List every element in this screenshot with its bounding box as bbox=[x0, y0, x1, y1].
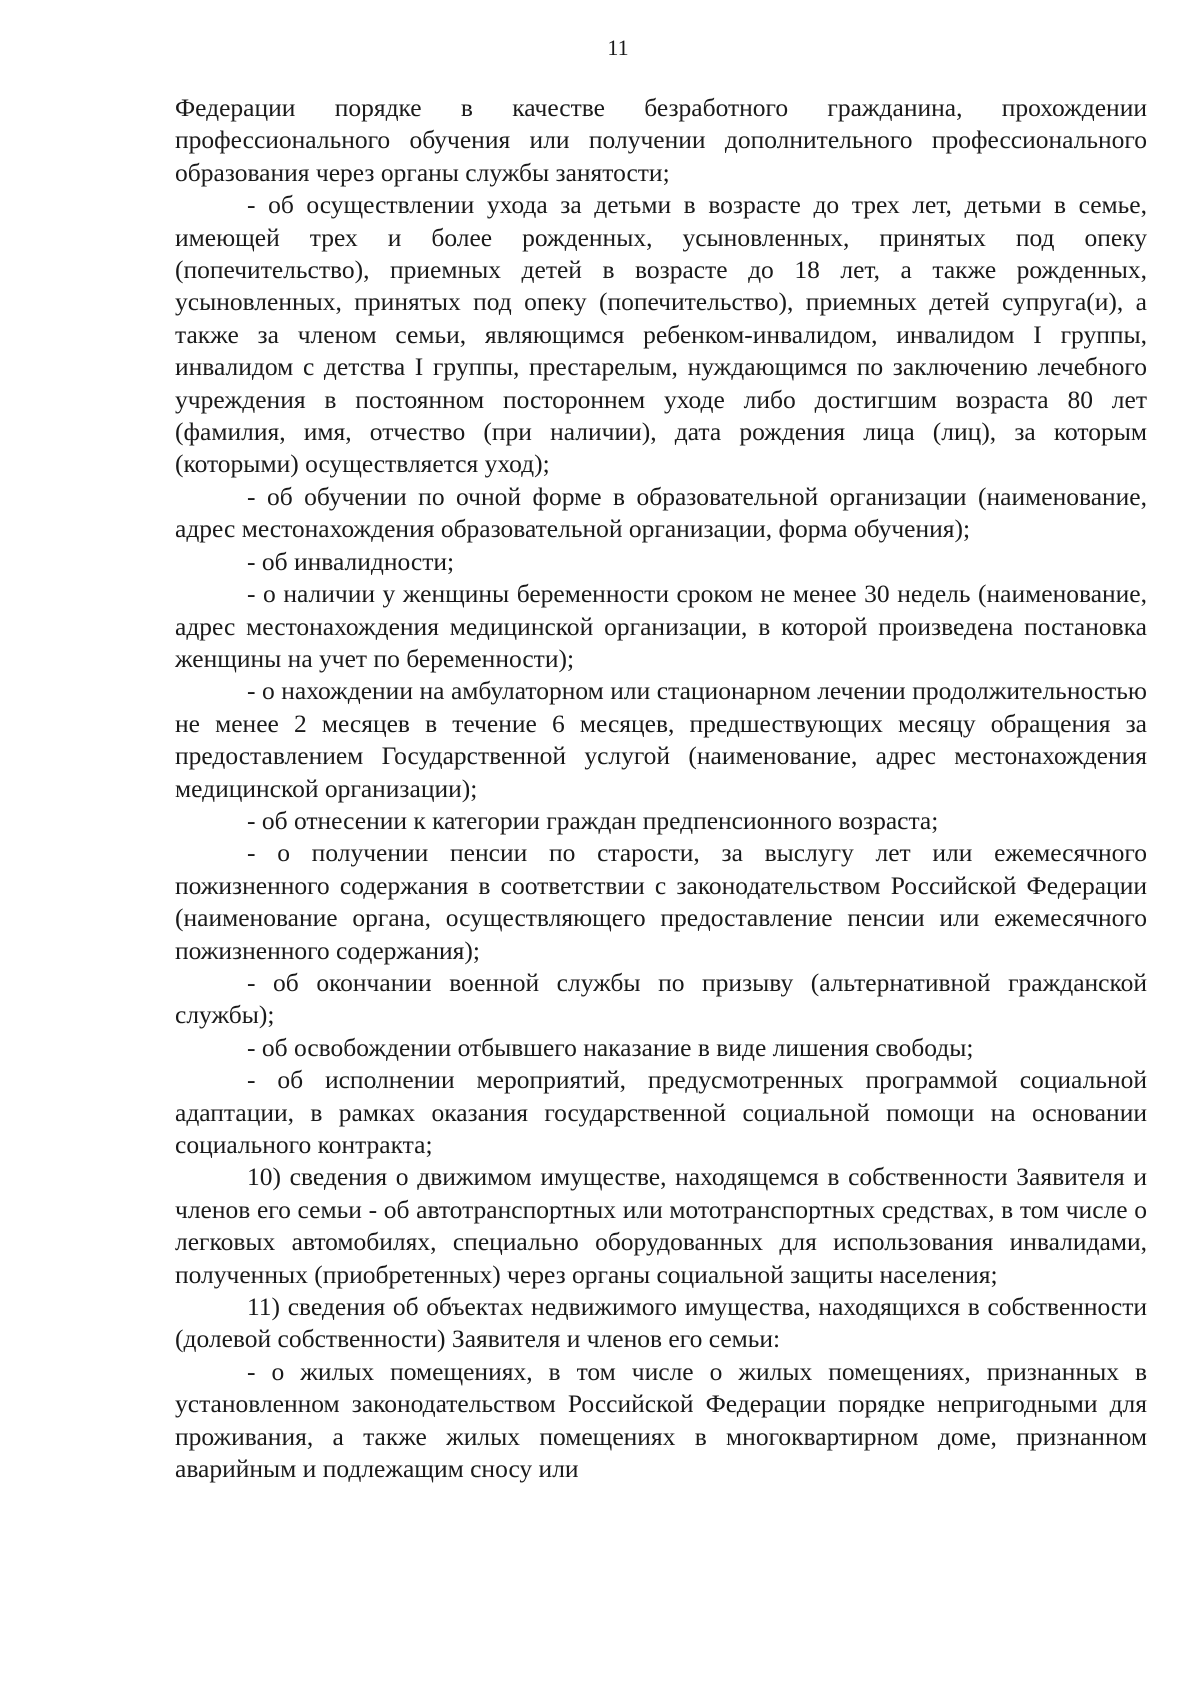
paragraph-social-contract: - об исполнении мероприятий, предусмотренных программой социальной адаптации, в рамках оказания государственной социальной помощи на основании социального контракта; bbox=[175, 1065, 1147, 1159]
paragraph-pre-retirement: - об отнесении к категории граждан предпенсионного возраста; bbox=[247, 805, 939, 835]
page-number: 11 bbox=[607, 35, 629, 60]
paragraph-military-service: - об окончании военной службы по призыву (альтернативной гражданской службы); bbox=[175, 967, 1147, 1030]
paragraph-education: - об обучении по очной форме в образовательной организации (наименование, адрес местонахождения образовательной организации, форма обучения); bbox=[175, 481, 1147, 544]
paragraph-medical-treatment: - о нахождении на амбулаторном или стационарном лечении продолжительностью не менее 2 месяцев в течение 6 месяцев, предшествующих месяцу обращения за предоставлением Государственной услугой (наименование, адрес местонахождения медицинской организации); bbox=[175, 676, 1147, 803]
paragraph-movable-property: 10) сведения о движимом имуществе, находящемся в собственности Заявителя и членов его семьи - об автотранспортных или мототранспортных средствах, в том числе о легковых автомобилях, специально оборудованных для использования инвалидами, полученных (приобретенных) через органы социальной защиты населения; bbox=[175, 1162, 1147, 1289]
paragraph-pension: - о получении пенсии по старости, за выслугу лет или ежемесячного пожизненного содержания в соответствии с законодательством Российской Федерации (наименование органа, осуществляющего предоставление пенсии или ежемесячного пожизненного содержания); bbox=[175, 838, 1147, 965]
paragraph-residential-premises: - о жилых помещениях, в том числе о жилых помещениях, признанных в установленном законодательством Российской Федерации порядке непригодными для проживания, а также жилых помещениях в многоквартирном доме, признанном аварийным и подлежащим сносу или bbox=[175, 1356, 1147, 1484]
paragraph-pregnancy: - о наличии у женщины беременности сроком не менее 30 недель (наименование, адрес местонахождения медицинской организации, в которой произведена постановка женщины на учет по беременности); bbox=[175, 579, 1147, 673]
paragraph-continuation: Федерации порядке в качестве безработного гражданина, прохождении профессионального обучения или получении дополнительного профессионального образования через органы службы занятости; bbox=[175, 93, 1147, 187]
paragraph-release: - об освобождении отбывшего наказание в виде лишения свободы; bbox=[247, 1032, 974, 1062]
paragraph-childcare: - об осуществлении ухода за детьми в возрасте до трех лет, детьми в семье, имеющей трех и более рожденных, усыновленных, принятых под опеку (попечительство), приемных детей в возрасте до 18 лет, а также рожденных, усыновленных, принятых под опеку (попечительство), приемных детей супруга(и), а также за членом семьи, являющимся ребенком-инвалидом, инвалидом I группы, инвалидом с детства I группы, престарелым, нуждающимся по заключению лечебного учреждения в постоянном постороннем уходе либо достигшим возраста 80 лет (фамилия, имя, отчество (при наличии), дата рождения лица (лиц), за которым (которыми) осуществляется уход); bbox=[175, 190, 1147, 479]
document-body bbox=[175, 92, 1147, 1485]
paragraph-disability: - об инвалидности; bbox=[247, 546, 455, 576]
paragraph-real-estate: 11) сведения об объектах недвижимого имущества, находящихся в собственности (долевой собственности) Заявителя и членов его семьи: bbox=[175, 1292, 1147, 1354]
